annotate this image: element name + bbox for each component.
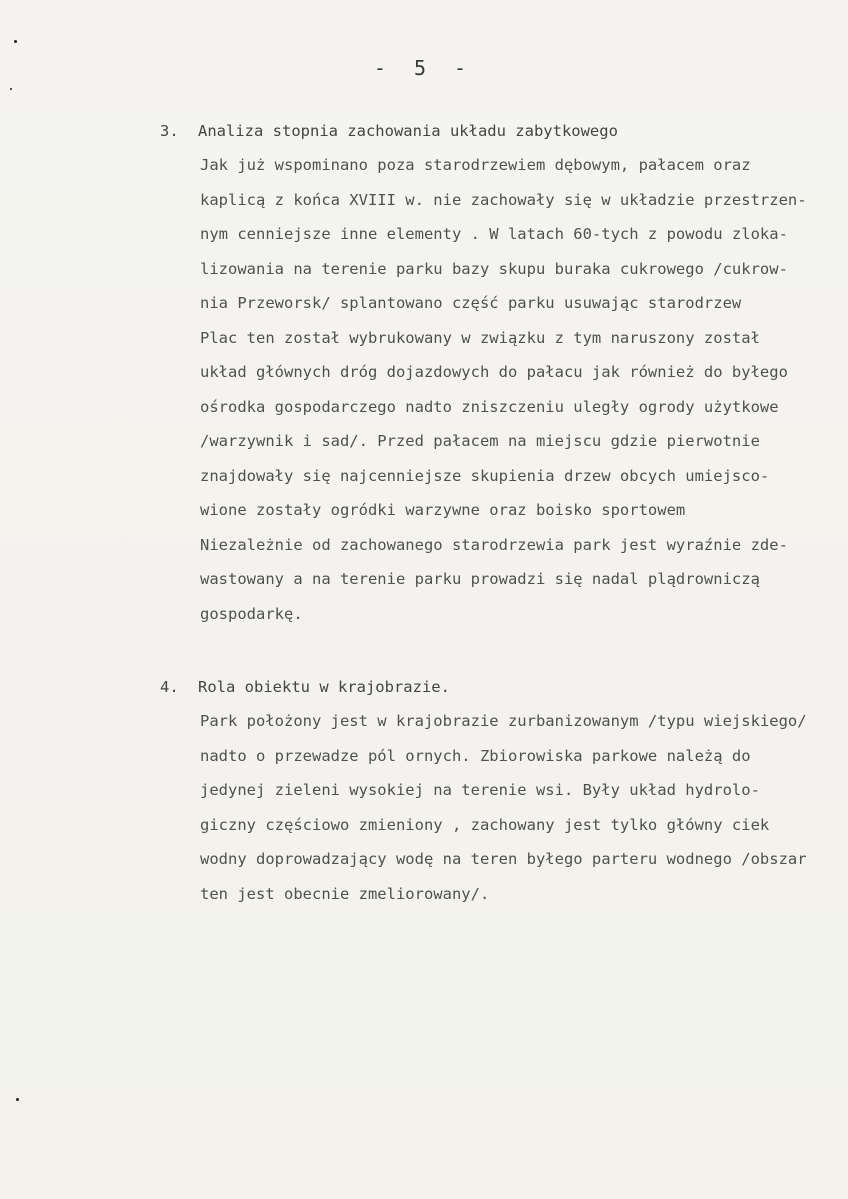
text-line: Jak już wspominano poza starodrzewiem dębowym, pałacem oraz	[200, 156, 751, 174]
paper-speck	[10, 88, 12, 90]
text-line: znajdowały się najcenniejsze skupienia drzew obcych umiejsco-	[200, 466, 770, 485]
text-line: ośrodka gospodarczego nadto zniszczeniu uległy ogrody użytkowe	[200, 397, 779, 416]
section-3	[160, 114, 840, 631]
text-line: Plac ten został wybrukowany w związku z tym naruszony został	[200, 328, 760, 347]
text-line: układ głównych dróg dojazdowych do pałacu jak również do byłego	[200, 363, 788, 381]
text-line: ten jest obecnie zmeliorowany/.	[200, 884, 490, 903]
text-line: wastowany a na terenie parku prowadzi się nadal plądrowniczą	[200, 570, 760, 588]
text-line: Niezależnie od zachowanego starodrzewia park jest wyraźnie zde-	[200, 535, 788, 554]
section-heading	[160, 670, 840, 704]
section-title: Analiza stopnia zachowania układu zabytkowego	[198, 122, 618, 140]
text-line: gospodarkę.	[200, 604, 303, 623]
text-line: giczny częściowo zmieniony , zachowany jest tylko główny ciek	[200, 815, 770, 834]
text-line: Park położony jest w krajobrazie zurbanizowanym /typu wiejskiego/	[200, 712, 807, 730]
section-number: 4.	[160, 678, 179, 696]
section-number: 3.	[160, 122, 179, 140]
section-heading	[160, 114, 840, 148]
section-4	[160, 670, 840, 911]
text-line: lizowania na terenie parku bazy skupu buraka cukrowego /cukrow-	[200, 259, 788, 278]
text-line: jedynej zieleni wysokiej na terenie wsi. Były układ hydrolo-	[200, 781, 760, 799]
text-line: kaplicą z końca XVIII w. nie zachowały się w układzie przestrzen-	[200, 190, 807, 209]
text-line: nym cenniejsze inne elementy . W latach 60-tych z powodu zloka-	[200, 225, 788, 243]
paper-speck	[16, 1098, 19, 1101]
text-line: /warzywnik i sad/. Przed pałacem na miejscu gdzie pierwotnie	[200, 432, 760, 450]
section-title: Rola obiektu w krajobrazie.	[198, 678, 450, 696]
text-line: wodny doprowadzający wodę na teren byłego parteru wodnego /obszar	[200, 850, 807, 868]
text-line: nia Przeworsk/ splantowano część parku usuwając starodrzew	[200, 294, 742, 312]
text-line: nadto o przewadze pól ornych. Zbiorowiska parkowe należą do	[200, 746, 751, 765]
page-number: - 5 -	[373, 56, 475, 80]
text-line: wione zostały ogródki warzywne oraz boisko sportowem	[200, 501, 686, 519]
paper-speck	[14, 40, 17, 43]
